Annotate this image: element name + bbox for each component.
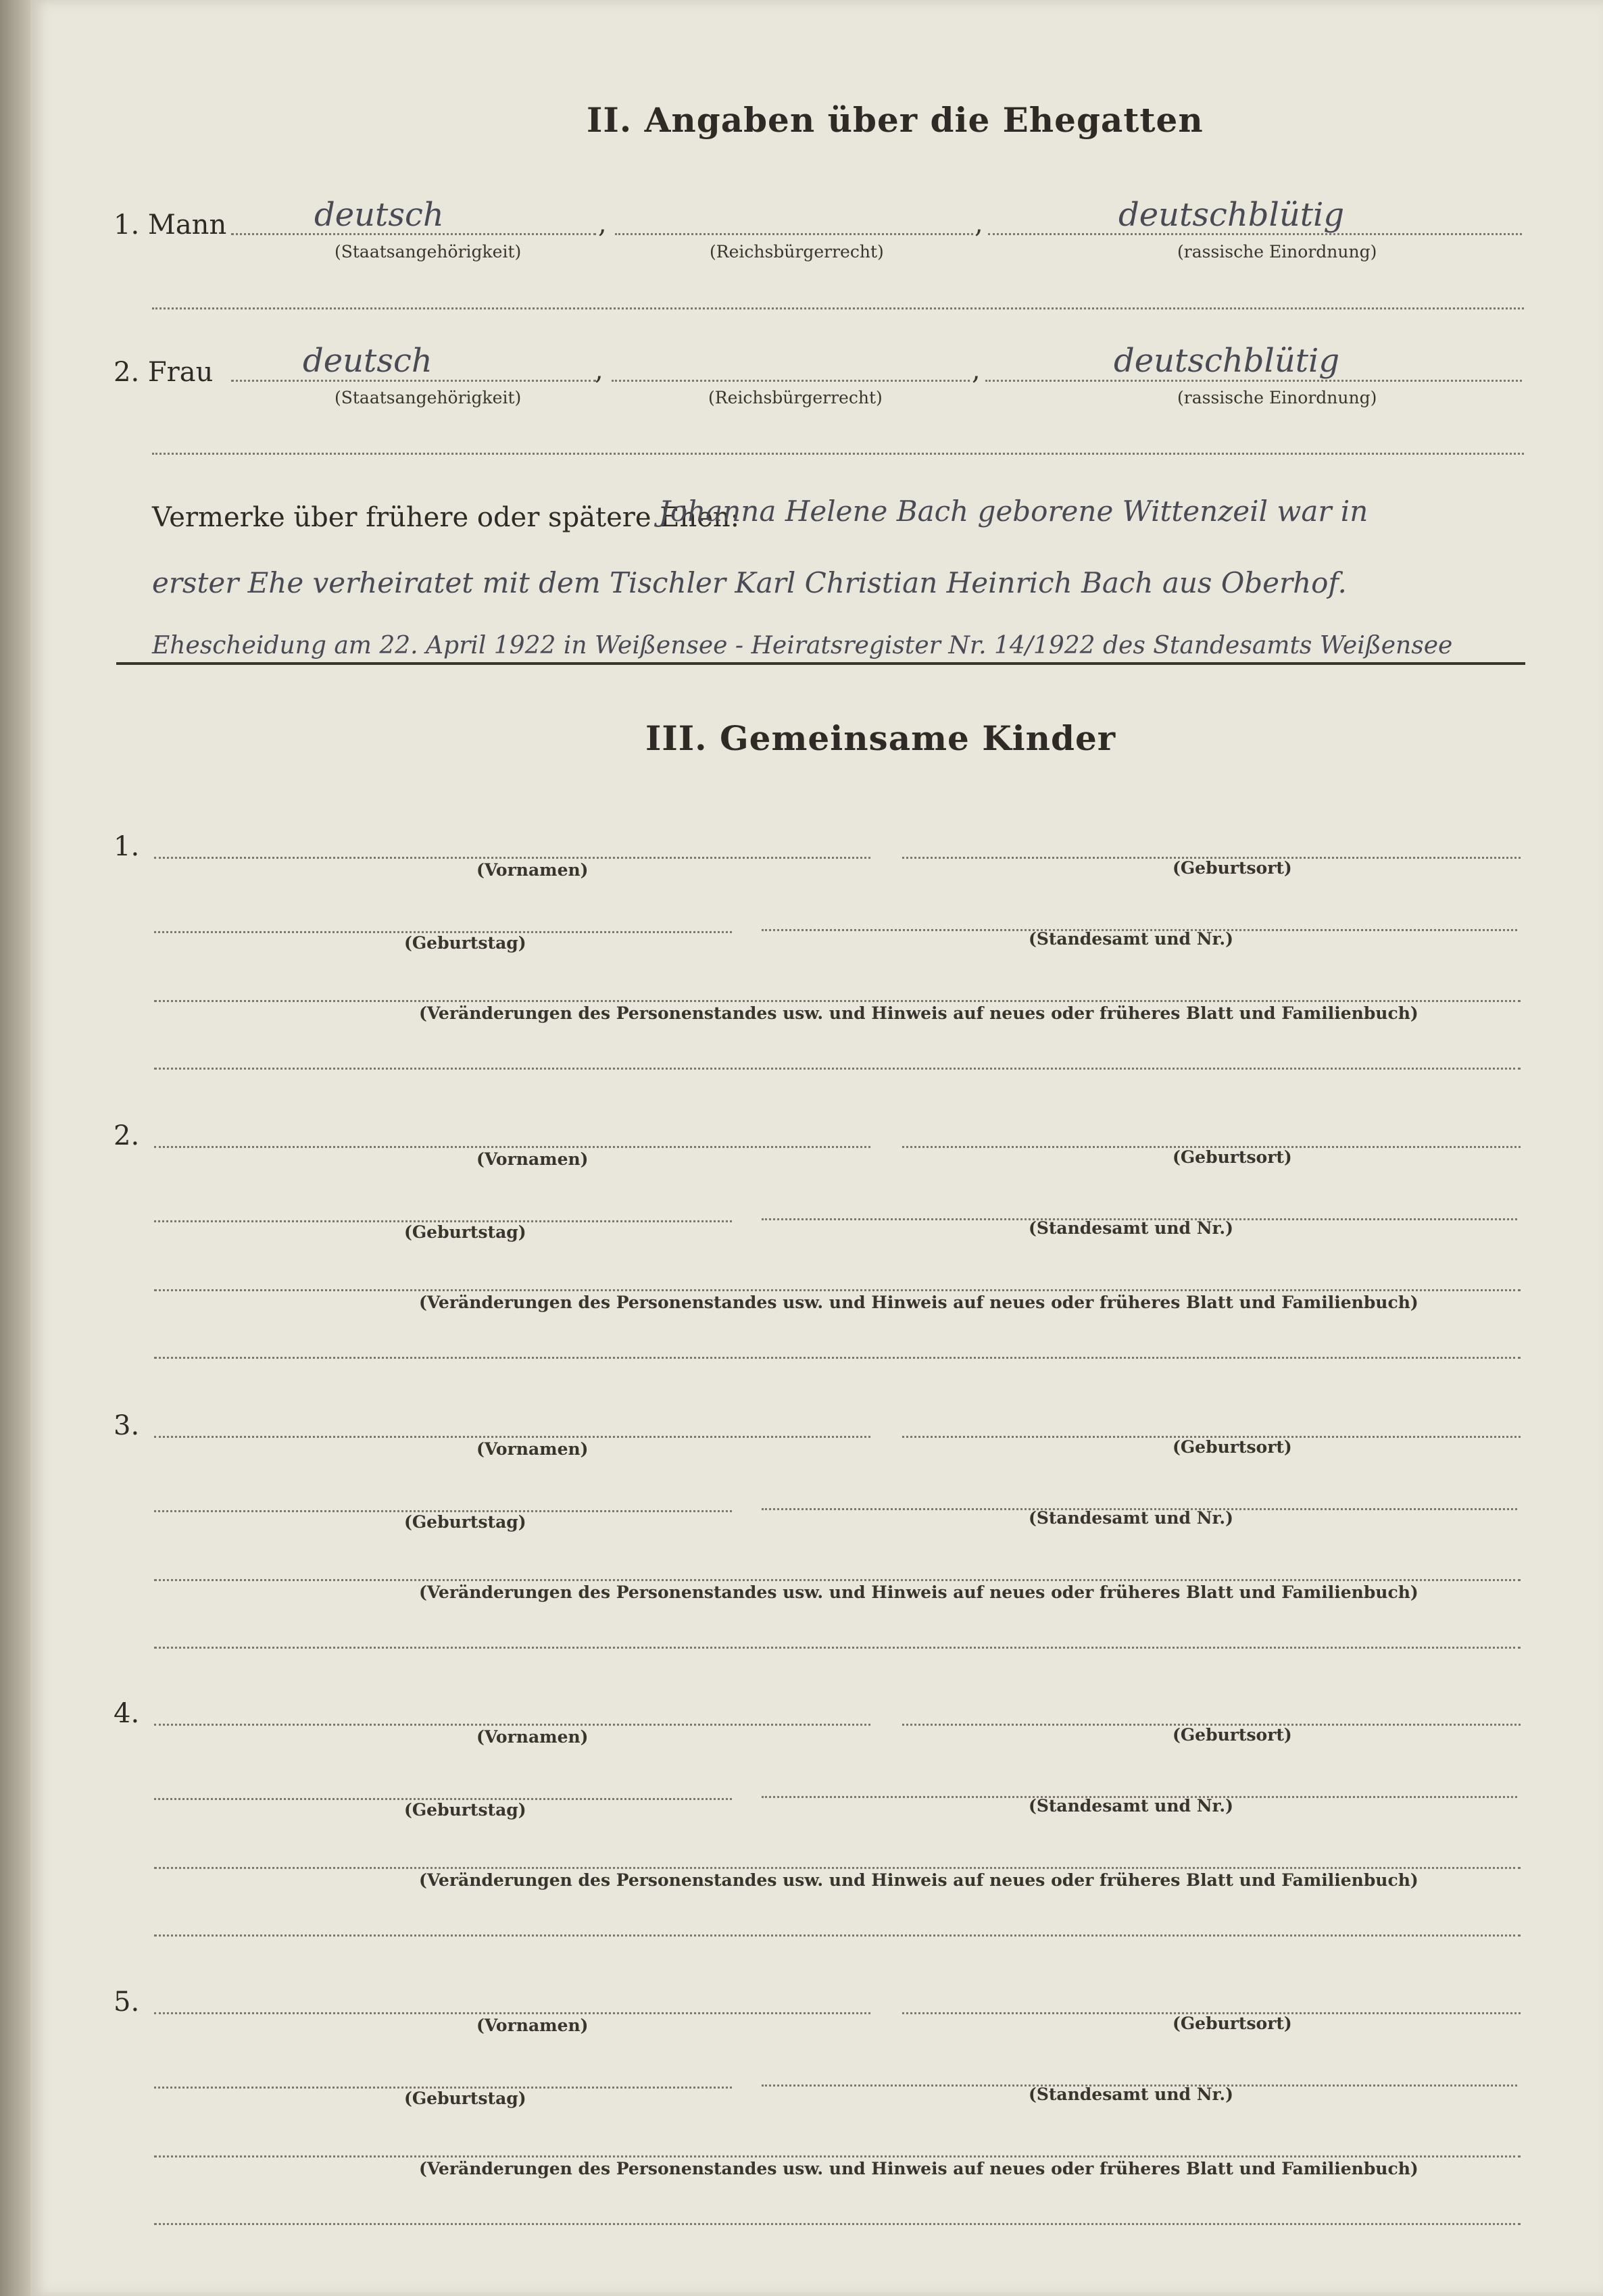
child-number: 2. [114,1120,140,1151]
veraenderungen-field-1[interactable] [154,1579,1521,1581]
caption-reichsbuergerrecht: (Reichsbürgerrecht) [710,242,884,261]
veraenderungen-field-1[interactable] [154,1000,1521,1002]
section-2-title: II. Angaben über die Ehegatten [587,100,1204,140]
frau-line-1 [231,380,596,382]
frau-rassische-einordnung: deutschblütig [1114,342,1340,380]
caption-veraenderungen: (Veränderungen des Personenstandes usw. und Hinweis auf neues oder früheres Blatt und Familienbuch) [419,1003,1419,1023]
caption-veraenderungen: (Veränderungen des Personenstandes usw. und Hinweis auf neues oder früheres Blatt und Familienbuch) [419,1293,1419,1312]
caption-geburtsort: (Geburtsort) [1173,2014,1292,2033]
veraenderungen-field-2[interactable] [154,2223,1521,2225]
caption-veraenderungen: (Veränderungen des Personenstandes usw. und Hinweis auf neues oder früheres Blatt und Familienbuch) [419,2159,1419,2178]
caption-vornamen: (Vornamen) [476,1149,589,1169]
vornamen-field[interactable] [154,857,870,859]
vornamen-field[interactable] [154,1146,870,1148]
caption-standesamt: (Standesamt und Nr.) [1029,929,1233,949]
caption-standesamt: (Standesamt und Nr.) [1029,1796,1233,1816]
veraenderungen-field-2[interactable] [154,1357,1521,1359]
caption-staatsangehoerigkeit: (Staatsangehörigkeit) [335,388,522,407]
comma: , [595,355,603,386]
caption-geburtsort: (Geburtsort) [1173,858,1292,878]
vermerke-line-3: Ehescheidung am 22. April 1922 in Weißensee - Heiratsregister Nr. 14/1922 des Standesamts Weißensee [152,632,1453,659]
mann-rassische-einordnung: deutschblütig [1118,196,1345,234]
caption-vornamen: (Vornamen) [476,2016,589,2035]
mann-line-2 [615,233,973,235]
mann-label: 1. Mann [114,209,227,241]
caption-geburtsort: (Geburtsort) [1173,1725,1292,1745]
document-page [30,0,1603,2296]
vornamen-field[interactable] [154,2012,870,2014]
frau-label: 2. Frau [114,357,214,388]
section-divider [116,662,1525,665]
caption-standesamt: (Standesamt und Nr.) [1029,1218,1233,1238]
comma: , [975,208,983,239]
caption-geburtstag: (Geburtstag) [404,933,526,953]
frau-extra-line [152,453,1524,455]
caption-geburtstag: (Geburtstag) [404,2089,526,2108]
veraenderungen-field-2[interactable] [154,1068,1521,1070]
caption-geburtsort: (Geburtsort) [1173,1437,1292,1457]
mann-extra-line [152,307,1524,309]
caption-reichsbuergerrecht: (Reichsbürgerrecht) [708,388,883,407]
caption-rassische-einordnung: (rassische Einordnung) [1177,242,1377,261]
vermerke-line-1: Johanna Helene Bach geborene Wittenzeil war in [659,495,1368,528]
child-number: 1. [114,831,140,862]
caption-rassische-einordnung: (rassische Einordnung) [1177,388,1377,407]
caption-staatsangehoerigkeit: (Staatsangehörigkeit) [335,242,522,261]
frau-line-2 [612,380,970,382]
caption-geburtstag: (Geburtstag) [404,1512,526,1532]
vermerke-line-2: erster Ehe verheiratet mit dem Tischler Karl Christian Heinrich Bach aus Oberhof. [152,566,1347,599]
veraenderungen-field-1[interactable] [154,1289,1521,1291]
caption-standesamt: (Standesamt und Nr.) [1029,2085,1233,2104]
caption-geburtsort: (Geburtsort) [1173,1147,1292,1167]
vermerke-label: Vermerke über frühere oder spätere Ehen: [152,502,740,533]
frau-line-3 [985,380,1522,382]
child-number: 5. [114,1987,140,2018]
veraenderungen-field-2[interactable] [154,1647,1521,1649]
section-3-title: III. Gemeinsame Kinder [645,718,1116,758]
frau-staatsangehoerigkeit: deutsch [303,342,433,380]
caption-vornamen: (Vornamen) [476,1439,589,1459]
child-number: 3. [114,1410,140,1441]
comma: , [972,355,981,386]
vornamen-field[interactable] [154,1436,870,1438]
caption-veraenderungen: (Veränderungen des Personenstandes usw. und Hinweis auf neues oder früheres Blatt und Familienbuch) [419,1870,1419,1890]
mann-staatsangehoerigkeit: deutsch [314,196,444,234]
caption-geburtstag: (Geburtstag) [404,1800,526,1820]
child-number: 4. [114,1698,140,1729]
book-binding [0,0,30,2296]
caption-vornamen: (Vornamen) [476,1727,589,1747]
veraenderungen-field-1[interactable] [154,1867,1521,1869]
caption-geburtstag: (Geburtstag) [404,1222,526,1242]
veraenderungen-field-1[interactable] [154,2155,1521,2157]
caption-standesamt: (Standesamt und Nr.) [1029,1508,1233,1528]
veraenderungen-field-2[interactable] [154,1935,1521,1937]
caption-vornamen: (Vornamen) [476,860,589,880]
caption-veraenderungen: (Veränderungen des Personenstandes usw. und Hinweis auf neues oder früheres Blatt und Familienbuch) [419,1582,1419,1602]
comma: , [598,208,607,239]
vornamen-field[interactable] [154,1724,870,1726]
